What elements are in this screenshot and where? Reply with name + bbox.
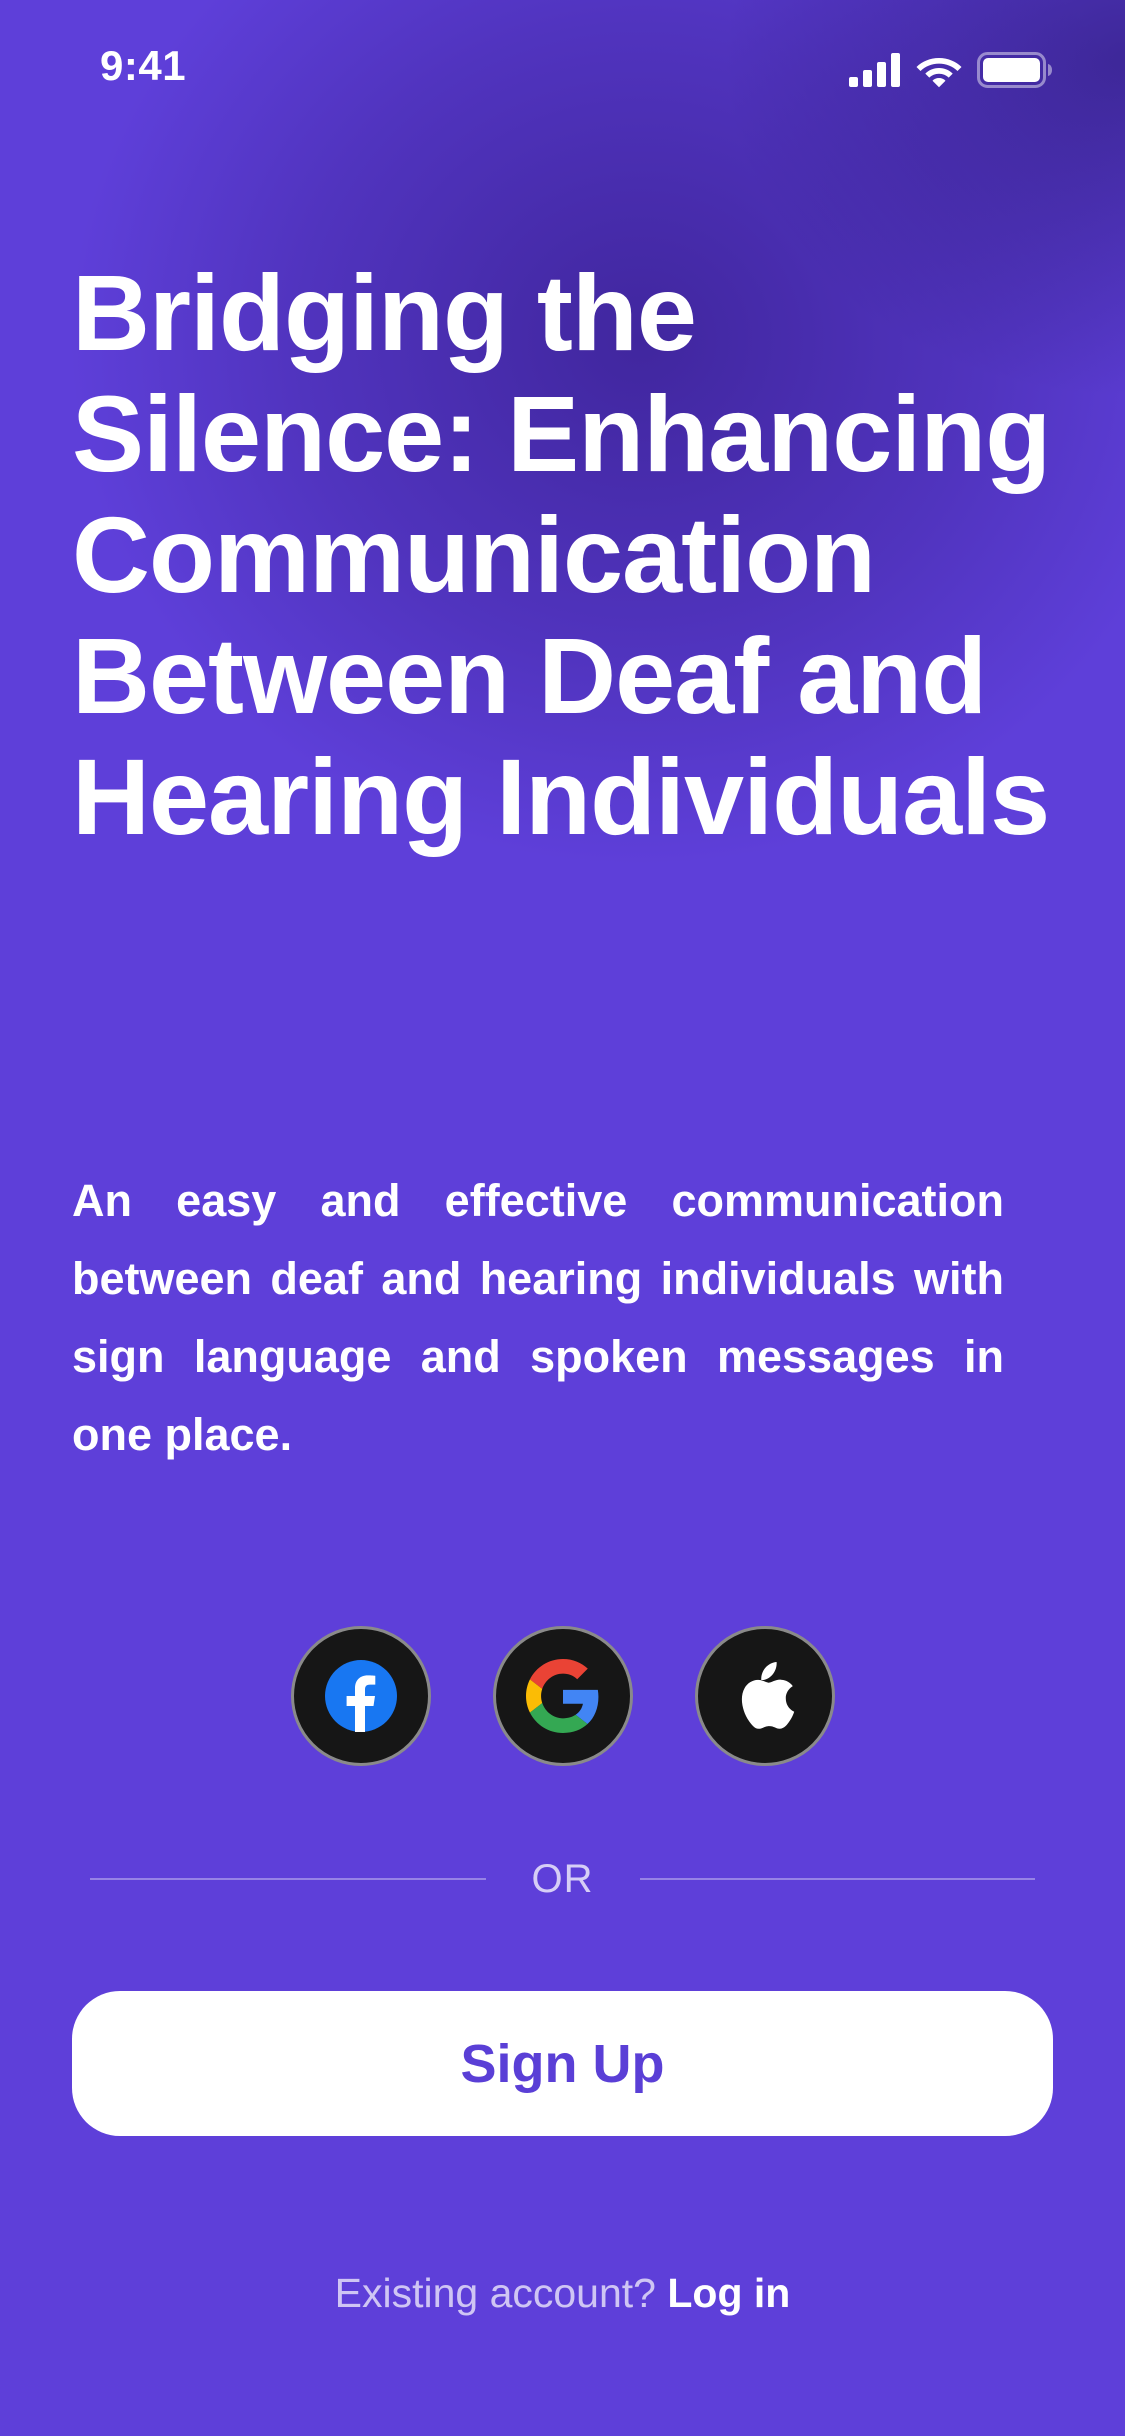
log-in-link[interactable]: Log in [667, 2270, 791, 2316]
social-login-row [0, 1626, 1125, 1766]
battery-icon [977, 52, 1053, 88]
status-time: 9:41 [100, 42, 187, 89]
cellular-signal-icon [849, 53, 901, 87]
facebook-login-button[interactable] [291, 1626, 431, 1766]
apple-icon [734, 1660, 796, 1732]
or-divider [90, 1844, 1035, 1914]
status-icons [849, 50, 1053, 90]
google-icon [526, 1659, 600, 1733]
divider-line-left [90, 1878, 486, 1880]
facebook-icon [325, 1660, 397, 1732]
wifi-icon [915, 52, 963, 88]
login-prompt-text: Existing account? [334, 2270, 656, 2316]
divider-label: OR [531, 1856, 594, 1901]
page-description: An easy and effective communication between deaf and hearing individuals with sign language and spoken messages in one place. [72, 1175, 1004, 1460]
login-prompt-row [0, 2270, 1125, 2317]
sign-up-button[interactable]: Sign Up [72, 1991, 1053, 2136]
status-bar [0, 0, 1125, 140]
page-title: Bridging the Silence: Enhancing Communication Between Deaf and Hearing Individuals [72, 252, 1051, 857]
divider-line-right [640, 1878, 1036, 1880]
apple-login-button[interactable] [695, 1626, 835, 1766]
google-login-button[interactable] [493, 1626, 633, 1766]
